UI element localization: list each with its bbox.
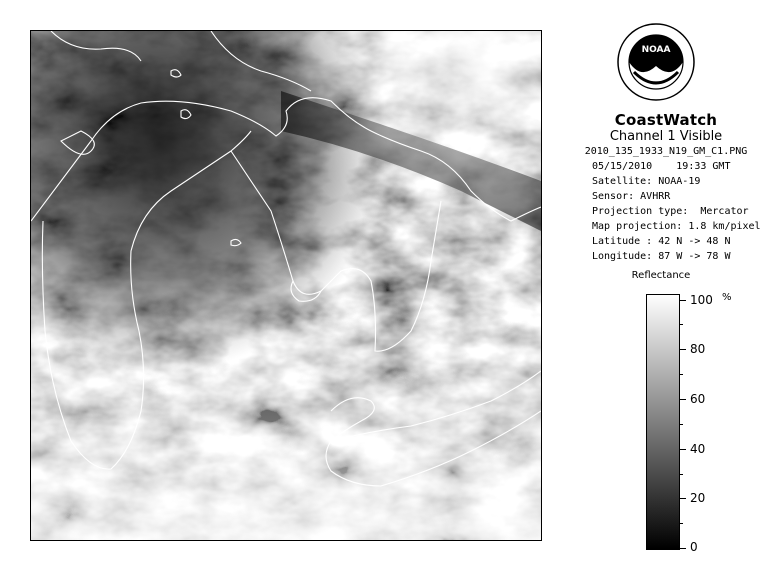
colorbar-tick bbox=[680, 349, 686, 350]
colorbar-tick bbox=[680, 300, 686, 301]
colorbar bbox=[646, 294, 680, 550]
info-row-datetime: 05/15/2010 19:33 GMT bbox=[592, 161, 731, 172]
info-row-longitude: Longitude: 87 W -> 78 W bbox=[592, 251, 731, 262]
info-row-projection-type: Projection type: Mercator bbox=[592, 206, 749, 217]
colorbar-tick bbox=[680, 548, 686, 549]
noaa-logo bbox=[616, 22, 696, 102]
colorbar-title: Reflectance bbox=[631, 270, 691, 281]
product-title: CoastWatch bbox=[614, 111, 718, 129]
noaa-logo-svg bbox=[616, 22, 696, 102]
colorbar-tick-label: 0 bbox=[690, 540, 698, 554]
colorbar-minor-tick bbox=[680, 374, 683, 375]
colorbar-tick-label: 20 bbox=[690, 491, 706, 505]
bright-bottom-haze bbox=[31, 31, 541, 540]
colorbar-minor-tick bbox=[680, 424, 683, 425]
info-panel bbox=[560, 112, 772, 264]
channel-subtitle: Channel 1 Visible bbox=[609, 129, 723, 144]
info-row-satellite: Satellite: NOAA-19 bbox=[592, 176, 701, 187]
colorbar-minor-tick bbox=[680, 474, 683, 475]
colorbar-minor-tick bbox=[680, 523, 683, 524]
colorbar-tick bbox=[680, 498, 686, 499]
info-row-map-projection: Map projection: 1.8 km/pixel bbox=[592, 221, 761, 232]
colorbar-unit: % bbox=[722, 292, 732, 303]
colorbar-tick bbox=[680, 399, 686, 400]
colorbar-tick-label: 100 bbox=[690, 293, 713, 307]
logo-text: NOAA bbox=[641, 45, 671, 55]
satellite-image bbox=[30, 30, 542, 541]
info-row-latitude: Latitude : 42 N -> 48 N bbox=[592, 236, 731, 247]
colorbar-tick-label: 40 bbox=[690, 442, 706, 456]
colorbar-tick-label: 80 bbox=[690, 342, 706, 356]
colorbar-minor-tick bbox=[680, 324, 683, 325]
satellite-image-svg bbox=[31, 31, 541, 540]
info-row-sensor: Sensor: AVHRR bbox=[592, 191, 671, 202]
colorbar-tick-label: 60 bbox=[690, 392, 706, 406]
filename-label: 2010_135_1933_N19_GM_C1.PNG bbox=[584, 146, 748, 157]
colorbar-tick bbox=[680, 449, 686, 450]
